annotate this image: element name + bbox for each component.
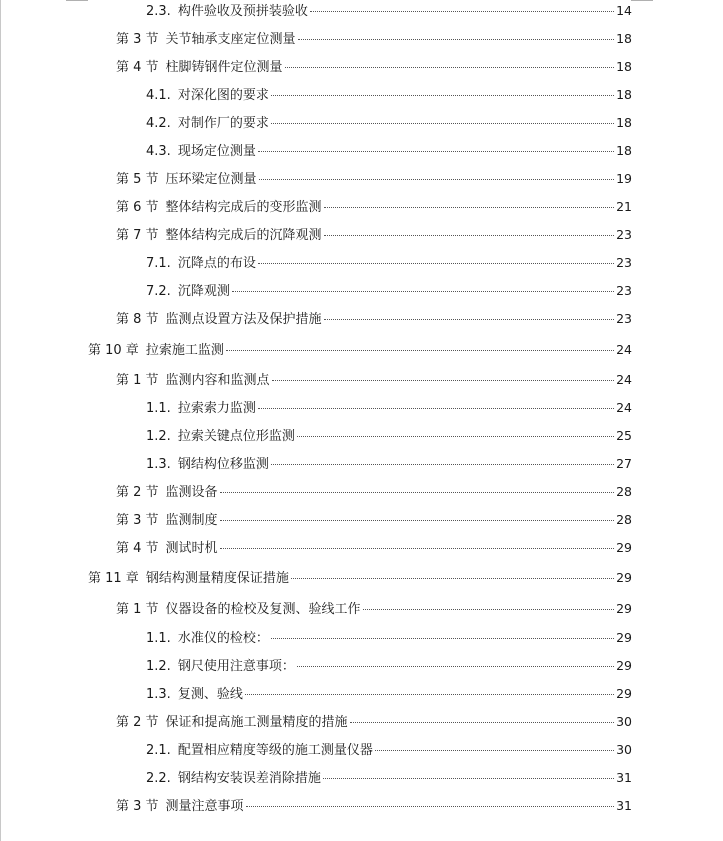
toc-entry-number: 第 4 节 <box>116 541 159 556</box>
toc-entry-section[interactable] <box>116 712 632 732</box>
toc-entry-page-number: 14 <box>616 3 632 18</box>
toc-entry-page-number: 25 <box>616 428 632 443</box>
toc-entry-title: 拉索关键点位形监测 <box>177 429 295 444</box>
toc-entry-title: 配置相应精度等级的施工测量仪器 <box>177 743 373 758</box>
toc-entry-section[interactable] <box>116 482 632 502</box>
toc-entry-subsection[interactable] <box>146 1 632 21</box>
toc-entry-title: 沉降观测 <box>177 284 230 299</box>
toc-entry-number: 第 8 节 <box>116 312 159 327</box>
toc-entry-title: 监测点设置方法及保护措施 <box>165 312 322 327</box>
toc-entry-page-number: 29 <box>616 686 632 701</box>
toc-entry-page-number: 18 <box>616 87 632 102</box>
toc-entry-title: 测试时机 <box>165 541 218 556</box>
toc-entry-subsection[interactable] <box>146 85 632 105</box>
toc-dot-leader <box>220 548 615 549</box>
toc-dot-leader <box>232 291 614 292</box>
toc-entry-chapter[interactable] <box>88 568 632 588</box>
toc-entry-number: 第 7 节 <box>116 228 159 243</box>
toc-entry-number: 4.3. <box>146 144 171 159</box>
toc-entry-section[interactable] <box>116 796 632 816</box>
toc-entry-number: 第 1 节 <box>116 602 159 617</box>
toc-entry-subsection[interactable] <box>146 768 632 788</box>
toc-entry-title: 整体结构完成后的沉降观测 <box>165 228 322 243</box>
toc-entry-number: 2.3. <box>146 4 171 19</box>
toc-dot-leader <box>323 778 614 779</box>
toc-entry-title: 监测内容和监测点 <box>165 373 270 388</box>
toc-entry-page-number: 28 <box>616 512 632 527</box>
toc-entry-page-number: 23 <box>616 227 632 242</box>
toc-entry-page-number: 29 <box>616 540 632 555</box>
toc-dot-leader <box>375 750 614 751</box>
toc-entry-page-number: 30 <box>616 742 632 757</box>
toc-entry-subsection[interactable] <box>146 113 632 133</box>
toc-entry-title: 水准仪的检校： <box>177 631 269 646</box>
toc-entry-number: 7.1. <box>146 256 171 271</box>
toc-entry-page-number: 18 <box>616 31 632 46</box>
toc-entry-page-number: 18 <box>616 59 632 74</box>
toc-entry-page-number: 29 <box>616 570 632 585</box>
toc-entry-title: 钢结构安装误差消除措施 <box>177 771 321 786</box>
toc-entry-title: 柱脚铸钢件定位测量 <box>165 60 283 75</box>
toc-entry-section[interactable] <box>116 197 632 217</box>
toc-dot-leader <box>324 235 615 236</box>
toc-dot-leader <box>271 123 614 124</box>
toc-entry-page-number: 29 <box>616 658 632 673</box>
toc-entry-subsection[interactable] <box>146 281 632 301</box>
toc-entry-page-number: 27 <box>616 456 632 471</box>
toc-entry-subsection[interactable] <box>146 141 632 161</box>
toc-entry-subsection[interactable] <box>146 656 632 676</box>
toc-entry-section[interactable] <box>116 169 632 189</box>
toc-entry-section[interactable] <box>116 538 632 558</box>
toc-entry-title: 构件验收及预拼装验收 <box>177 4 308 19</box>
toc-entry-title: 现场定位测量 <box>177 144 256 159</box>
toc-entry-number: 1.1. <box>146 401 171 416</box>
toc-entry-page-number: 19 <box>616 171 632 186</box>
toc-entry-title: 测量注意事项 <box>165 799 244 814</box>
toc-entry-page-number: 28 <box>616 484 632 499</box>
toc-entry-title: 钢尺使用注意事项： <box>177 659 295 674</box>
toc-entry-title: 关节轴承支座定位测量 <box>165 32 296 47</box>
toc-entry-title: 对深化图的要求 <box>177 88 269 103</box>
toc-dot-leader <box>272 380 615 381</box>
toc-dot-leader <box>246 806 615 807</box>
toc-entry-title: 监测制度 <box>165 513 218 528</box>
toc-entry-number: 第 3 节 <box>116 799 159 814</box>
toc-entry-number: 第 3 节 <box>116 513 159 528</box>
toc-entry-number: 第 10 章 <box>88 343 139 358</box>
toc-dot-leader <box>220 520 615 521</box>
toc-entry-page-number: 23 <box>616 311 632 326</box>
toc-entry-number: 2.2. <box>146 771 171 786</box>
toc-entry-title: 仪器设备的检校及复测、验线工作 <box>165 602 361 617</box>
toc-entry-page-number: 29 <box>616 630 632 645</box>
toc-entry-number: 4.1. <box>146 88 171 103</box>
toc-entry-title: 复测、验线 <box>177 687 243 702</box>
toc-entry-title: 压环梁定位测量 <box>165 172 257 187</box>
toc-dot-leader <box>271 464 614 465</box>
toc-entry-subsection[interactable] <box>146 628 632 648</box>
toc-entry-section[interactable] <box>116 370 632 390</box>
toc-entry-section[interactable] <box>116 599 632 619</box>
toc-dot-leader <box>291 578 614 579</box>
toc-entry-title: 监测设备 <box>165 485 218 500</box>
toc-entry-number: 第 4 节 <box>116 60 159 75</box>
toc-entry-number: 第 6 节 <box>116 200 159 215</box>
toc-entry-page-number: 18 <box>616 143 632 158</box>
toc-entry-number: 7.2. <box>146 284 171 299</box>
toc-entry-section[interactable] <box>116 29 632 49</box>
toc-entry-title: 沉降点的布设 <box>177 256 256 271</box>
toc-entry-page-number: 29 <box>616 601 632 616</box>
toc-entry-page-number: 31 <box>616 798 632 813</box>
toc-entry-number: 1.1. <box>146 631 171 646</box>
toc-dot-leader <box>350 722 615 723</box>
toc-entry-number: 第 1 节 <box>116 373 159 388</box>
toc-entry-page-number: 24 <box>616 372 632 387</box>
toc-dot-leader <box>297 666 614 667</box>
toc-dot-leader <box>258 151 614 152</box>
toc-entry-title: 对制作厂的要求 <box>177 116 269 131</box>
toc-entry-page-number: 18 <box>616 115 632 130</box>
toc-entry-title: 保证和提高施工测量精度的措施 <box>165 715 348 730</box>
toc-entry-number: 第 5 节 <box>116 172 159 187</box>
toc-entry-number: 1.2. <box>146 659 171 674</box>
toc-dot-leader <box>226 350 614 351</box>
toc-entry-subsection[interactable] <box>146 398 632 418</box>
toc-entry-section[interactable] <box>116 57 632 77</box>
toc-entry-section[interactable] <box>116 225 632 245</box>
toc-entry-number: 1.3. <box>146 457 171 472</box>
toc-entry-page-number: 24 <box>616 342 632 357</box>
toc-entry-number: 1.3. <box>146 687 171 702</box>
toc-entry-number: 第 11 章 <box>88 571 139 586</box>
toc-entry-title: 钢结构位移监测 <box>177 457 269 472</box>
toc-entry-number: 2.1. <box>146 743 171 758</box>
toc-entry-chapter[interactable] <box>88 340 632 360</box>
toc-dot-leader <box>258 263 614 264</box>
toc-entry-number: 第 2 节 <box>116 715 159 730</box>
toc-entry-title: 拉索施工监测 <box>145 343 224 358</box>
toc-entry-page-number: 24 <box>616 400 632 415</box>
toc-entry-subsection[interactable] <box>146 740 632 760</box>
toc-dot-leader <box>259 179 615 180</box>
toc-entry-section[interactable] <box>116 510 632 530</box>
toc-entry-page-number: 21 <box>616 199 632 214</box>
toc-entry-title: 拉索索力监测 <box>177 401 256 416</box>
toc-entry-subsection[interactable] <box>146 253 632 273</box>
toc-dot-leader <box>271 95 614 96</box>
toc-entry-number: 第 2 节 <box>116 485 159 500</box>
toc-entry-page-number: 31 <box>616 770 632 785</box>
toc-entry-number: 第 3 节 <box>116 32 159 47</box>
toc-entry-page-number: 30 <box>616 714 632 729</box>
toc-entry-page-number: 23 <box>616 255 632 270</box>
toc-dot-leader <box>285 67 615 68</box>
toc-entry-subsection[interactable] <box>146 684 632 704</box>
toc-entry-number: 4.2. <box>146 116 171 131</box>
toc-dot-leader <box>220 492 615 493</box>
toc-entry-title: 整体结构完成后的变形监测 <box>165 200 322 215</box>
toc-dot-leader <box>245 694 614 695</box>
toc-dot-leader <box>363 609 615 610</box>
toc-dot-leader <box>310 11 614 12</box>
toc-entry-page-number: 23 <box>616 283 632 298</box>
toc-entry-subsection[interactable] <box>146 454 632 474</box>
toc-dot-leader <box>324 207 615 208</box>
toc-dot-leader <box>297 436 614 437</box>
toc-dot-leader <box>258 408 614 409</box>
toc-entry-number: 1.2. <box>146 429 171 444</box>
toc-entry-section[interactable] <box>116 309 632 329</box>
toc-dot-leader <box>324 319 615 320</box>
toc-dot-leader <box>298 39 615 40</box>
toc-entry-subsection[interactable] <box>146 426 632 446</box>
toc-dot-leader <box>271 638 614 639</box>
toc-entry-title: 钢结构测量精度保证措施 <box>145 571 289 586</box>
